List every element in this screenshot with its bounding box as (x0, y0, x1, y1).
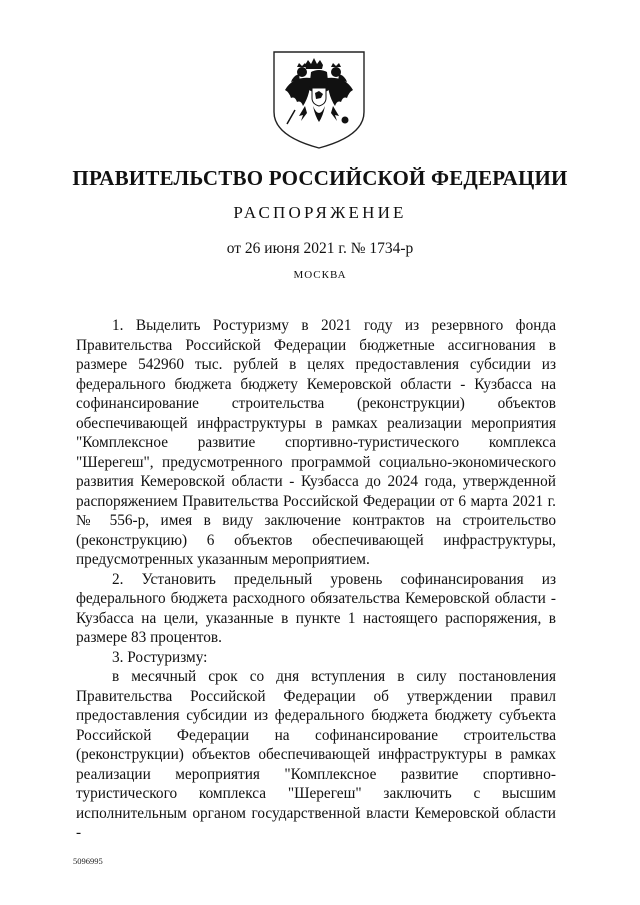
double-headed-eagle-emblem-icon (271, 50, 367, 150)
document-city: МОСКВА (293, 269, 347, 281)
document-date-number: от 26 июня 2021 г. № 1734-р (226, 240, 414, 257)
paragraph-3: 3. Ростуризму: (112, 648, 208, 666)
paragraph-2: 2. Установить предельный уровень софинансирования из федерального бюджета расходного обязательства Кемеровской области - Кузбасса на цели, указанные в пункте 1 настоящего распоряжения, в размере 83 процентов. (76, 570, 556, 646)
document-body (76, 316, 556, 843)
paragraph-3-sub: в месячный срок со дня вступления в силу постановления Правительства Российской Федерации об утверждении правил предоставления субсидии из федерального бюджета бюджету субъекта Российской Федерации на софинансирование строительства (реконструкции) объектов обеспечивающей инфраструктуры в рамках реализации мероприятия "Комплексное развитие спортивно-туристического комплекса "Шерегеш" заключить с высшим исполнительным органом государственной власти Кемеровской области - (76, 668, 556, 841)
page-title: ПРАВИТЕЛЬСТВО РОССИЙСКОЙ ФЕДЕРАЦИИ (72, 166, 568, 190)
paragraph-1: 1. Выделить Ростуризму в 2021 году из резервного фонда Правительства Российской Федерации бюджетные ассигнования в размере 542960 тыс. рублей в целях предоставления субсидии из федерального бюджета бюджету Кемеровской области - Кузбасса на софинансирование строительства (реконструкции) объектов обеспечивающей инфраструктуры в рамках реализации мероприятия "Комплексное развитие спортивно-туристического комплекса "Шерегеш", предусмотренного программой социально-экономического развития Кемеровской области - Кузбасса до 2024 года, утвержденной распоряжением Правительства Российской Федерации от 6 марта 2021 г. № 556-р, имея в виду заключение контрактов на строительство (реконструкцию) 6 объектов обеспечивающей инфраструктуры, предусмотренных указанным мероприятием. (76, 317, 556, 568)
document-type: РАСПОРЯЖЕНИЕ (233, 203, 407, 222)
footer-document-code: 5096995 (73, 856, 103, 866)
